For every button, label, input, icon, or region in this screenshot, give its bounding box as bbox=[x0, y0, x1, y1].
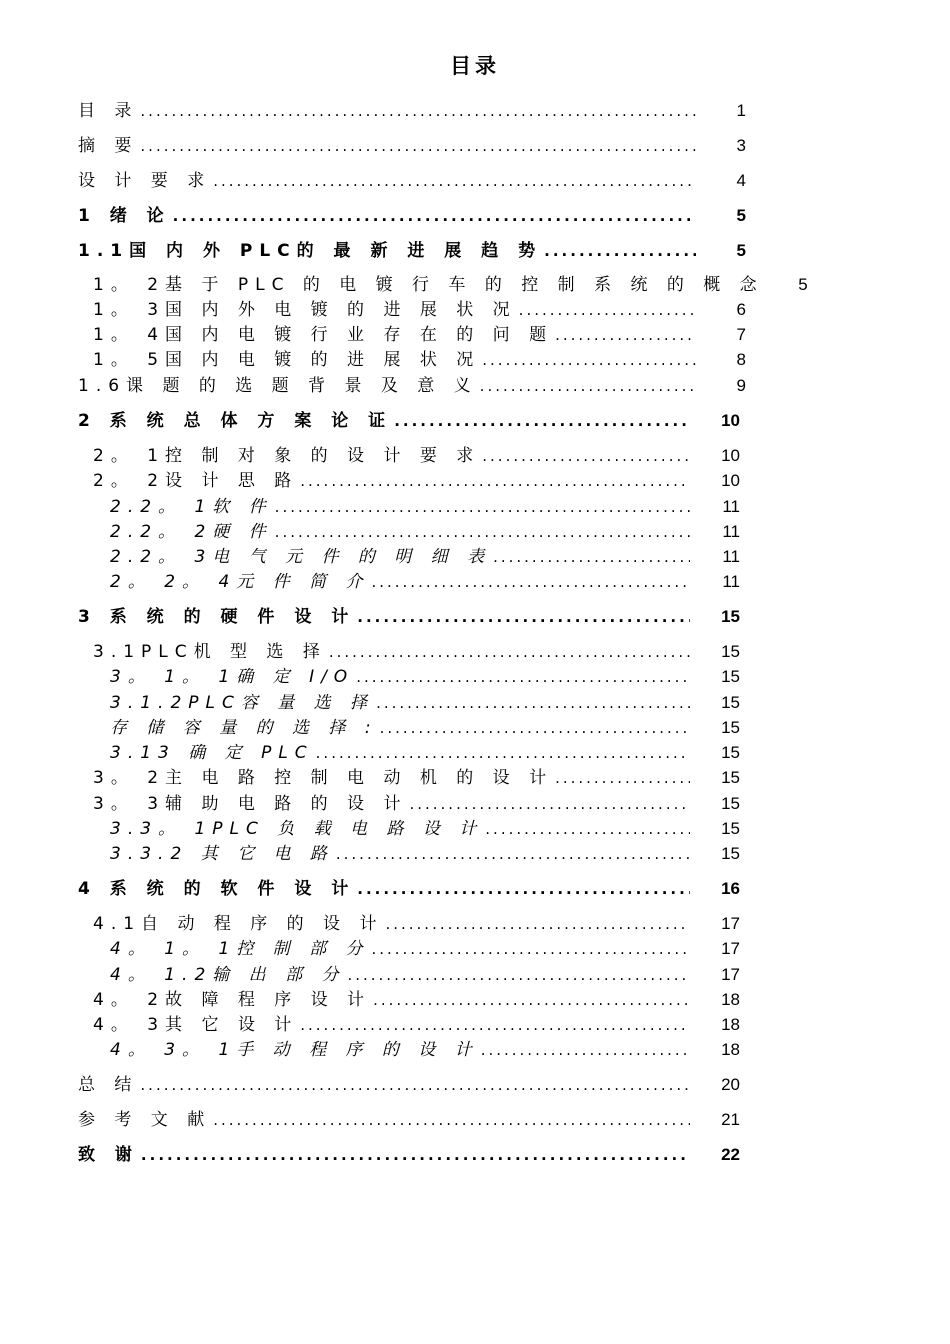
dot-leader bbox=[380, 717, 690, 739]
toc-entry bbox=[78, 1109, 740, 1131]
dot-leader bbox=[336, 843, 690, 865]
toc-entry-page: 11 bbox=[722, 547, 740, 566]
toc-entry-page: 5 bbox=[736, 206, 746, 225]
dot-leader bbox=[394, 410, 690, 432]
toc-entry-page: 15 bbox=[721, 844, 740, 863]
toc-entry-label: 参 考 文 献 bbox=[78, 1110, 212, 1130]
toc-entry-page: 5 bbox=[798, 275, 808, 294]
toc-entry-label: 1.6课 题 的 选 题 背 景 及 意 义 bbox=[78, 376, 478, 396]
toc-entry bbox=[78, 170, 746, 192]
toc-entry-label: 1。 3国 内 外 电 镀 的 进 展 状 况 bbox=[93, 300, 517, 320]
toc-entry-label: 4。 2故 障 程 序 设 计 bbox=[93, 990, 372, 1010]
toc-entry-page: 15 bbox=[721, 693, 740, 712]
dot-leader bbox=[347, 964, 690, 986]
dot-leader bbox=[140, 1074, 690, 1096]
toc-entry-label: 4.1自 动 程 序 的 设 计 bbox=[93, 914, 384, 934]
dot-leader bbox=[371, 938, 690, 960]
toc-entry bbox=[110, 843, 740, 865]
toc-entry bbox=[110, 717, 740, 739]
toc-entry-page: 21 bbox=[721, 1110, 740, 1129]
toc-entry bbox=[78, 205, 746, 227]
toc-entry-page: 5 bbox=[736, 241, 746, 260]
toc-entry bbox=[93, 913, 740, 935]
dot-leader bbox=[316, 742, 690, 764]
toc-entry-label: 2.2。 1软 件 bbox=[110, 497, 273, 517]
toc-entry-page: 10 bbox=[721, 471, 740, 490]
dot-leader bbox=[480, 375, 696, 397]
toc-entry-label: 设 计 要 求 bbox=[78, 171, 212, 191]
toc-entry bbox=[110, 1039, 740, 1061]
toc-entry-label: 1.1国 内 外 PLC的 最 新 进 展 趋 势 bbox=[78, 241, 543, 261]
toc-entry-page: 1 bbox=[736, 101, 746, 120]
dot-leader bbox=[544, 240, 696, 262]
toc-entry-page: 4 bbox=[736, 171, 746, 190]
dot-leader bbox=[385, 913, 690, 935]
dot-leader bbox=[213, 170, 696, 192]
toc-entry bbox=[93, 324, 746, 346]
toc-entry-page: 11 bbox=[722, 497, 740, 516]
toc-entry-label: 3.3。 1PLC 负 载 电 路 设 计 bbox=[110, 819, 484, 839]
toc-entry-page: 15 bbox=[721, 607, 740, 626]
dot-leader bbox=[275, 496, 690, 518]
toc-entry bbox=[78, 878, 740, 900]
toc-entry-page: 16 bbox=[721, 879, 740, 898]
dot-leader bbox=[409, 793, 690, 815]
toc-entry-page: 6 bbox=[736, 300, 746, 319]
dot-leader bbox=[482, 349, 696, 371]
toc-entry bbox=[110, 521, 740, 543]
dot-leader bbox=[373, 989, 690, 1011]
toc-entry-label: 3。 1。 1确 定 I/O bbox=[110, 667, 355, 687]
dot-leader bbox=[493, 546, 690, 568]
toc-entry bbox=[93, 349, 746, 371]
toc-entry-label: 1 绪 论 bbox=[78, 206, 171, 226]
dot-leader bbox=[371, 571, 690, 593]
toc-entry-page: 15 bbox=[721, 794, 740, 813]
dot-leader bbox=[141, 1144, 690, 1166]
toc-entry-label: 2。 2。 4元 件 简 介 bbox=[110, 572, 370, 592]
toc-entry-page: 17 bbox=[721, 939, 740, 958]
toc-entry-page: 15 bbox=[721, 667, 740, 686]
toc-entry-label: 3.13 确 定 PLC bbox=[110, 743, 314, 763]
toc-entry-page: 18 bbox=[721, 1015, 740, 1034]
dot-leader bbox=[519, 299, 696, 321]
toc-entry-page: 3 bbox=[736, 136, 746, 155]
toc-entry-label: 1。 4国 内 电 镀 行 业 存 在 的 问 题 bbox=[93, 325, 554, 345]
toc-entry-label: 4。 3其 它 设 计 bbox=[93, 1015, 299, 1035]
toc-entry bbox=[93, 299, 746, 321]
dot-leader bbox=[300, 1014, 690, 1036]
dot-leader bbox=[357, 606, 690, 628]
dot-leader bbox=[329, 641, 690, 663]
dot-leader bbox=[376, 692, 690, 714]
toc-entry bbox=[110, 666, 740, 688]
toc-entry-page: 15 bbox=[721, 768, 740, 787]
toc-entry-page: 9 bbox=[736, 376, 746, 395]
toc-entry bbox=[93, 445, 740, 467]
toc-entry bbox=[78, 606, 740, 628]
toc-entry bbox=[78, 100, 746, 122]
toc-entry-label: 2.2。 3电 气 元 件 的 明 细 表 bbox=[110, 547, 492, 567]
toc-entry-page: 7 bbox=[736, 325, 746, 344]
dot-leader bbox=[173, 205, 696, 227]
toc-entry-label: 3.1PLC机 型 选 择 bbox=[93, 642, 327, 662]
toc-entry-page: 18 bbox=[721, 990, 740, 1009]
toc-entry-page: 15 bbox=[721, 743, 740, 762]
dot-leader bbox=[213, 1109, 690, 1131]
toc-entry-page: 17 bbox=[721, 965, 740, 984]
toc-entry bbox=[110, 571, 740, 593]
toc-entry-label: 2.2。 2硬 件 bbox=[110, 522, 273, 542]
toc-entry-label: 2。 2设 计 思 路 bbox=[93, 471, 299, 491]
toc-entry bbox=[93, 470, 740, 492]
toc-entry-page: 11 bbox=[722, 572, 740, 591]
toc-entry-label: 摘 要 bbox=[78, 136, 139, 156]
toc-entry-page: 17 bbox=[721, 914, 740, 933]
toc-title: 目录 bbox=[450, 54, 500, 78]
toc-entry bbox=[110, 496, 740, 518]
toc-entry-page: 11 bbox=[722, 522, 740, 541]
dot-leader bbox=[300, 470, 690, 492]
toc-entry-label: 4。 1.2输 出 部 分 bbox=[110, 965, 346, 985]
toc-entry-page: 15 bbox=[721, 642, 740, 661]
dot-leader bbox=[140, 100, 696, 122]
toc-entry-label: 2。 1控 制 对 象 的 设 计 要 求 bbox=[93, 446, 481, 466]
dot-leader bbox=[275, 521, 690, 543]
toc-entry bbox=[78, 375, 746, 397]
toc-entry bbox=[78, 1074, 740, 1096]
toc-entry-label: 3。 2主 电 路 控 制 电 动 机 的 设 计 bbox=[93, 768, 554, 788]
toc-entry bbox=[93, 767, 740, 789]
dot-leader bbox=[555, 324, 696, 346]
toc-entry-label: 2 系 统 总 体 方 案 论 证 bbox=[78, 411, 393, 431]
dot-leader bbox=[555, 767, 690, 789]
dot-leader bbox=[482, 445, 690, 467]
toc-entry-label: 存 储 容 量 的 选 择 : bbox=[110, 718, 378, 738]
toc-entry bbox=[93, 989, 740, 1011]
dot-leader bbox=[357, 878, 690, 900]
toc-entry bbox=[93, 793, 740, 815]
toc-entry-page: 20 bbox=[721, 1075, 740, 1094]
toc-entry-page: 15 bbox=[721, 718, 740, 737]
toc-entry bbox=[78, 135, 746, 157]
toc-entry bbox=[110, 546, 740, 568]
toc-entry-label: 3 系 统 的 硬 件 设 计 bbox=[78, 607, 356, 627]
dot-leader bbox=[481, 1039, 690, 1061]
toc-entry bbox=[110, 818, 740, 840]
toc-entry bbox=[93, 274, 808, 296]
toc-entry-label: 3。 3辅 助 电 路 的 设 计 bbox=[93, 794, 408, 814]
toc-entry-label: 3.1.2PLC容 量 选 择 bbox=[110, 693, 375, 713]
toc-entry bbox=[110, 938, 740, 960]
toc-entry-page: 22 bbox=[721, 1145, 740, 1164]
toc-entry-label: 1。 5国 内 电 镀 的 进 展 状 况 bbox=[93, 350, 481, 370]
toc-entry-label: 4。 3。 1手 动 程 序 的 设 计 bbox=[110, 1040, 479, 1060]
toc-entry bbox=[110, 692, 740, 714]
toc-entry bbox=[78, 410, 740, 432]
toc-entry-label: 总 结 bbox=[78, 1075, 139, 1095]
toc-entry-page: 8 bbox=[736, 350, 746, 369]
toc-entry-page: 10 bbox=[721, 411, 740, 430]
toc-entry bbox=[78, 1144, 740, 1166]
toc-entry-label: 1。 2基 于 PLC 的 电 镀 行 车 的 控 制 系 统 的 概 念 bbox=[93, 275, 764, 295]
toc-entry bbox=[93, 1014, 740, 1036]
toc-entry-page: 10 bbox=[721, 446, 740, 465]
toc-entry bbox=[78, 240, 746, 262]
toc-entry bbox=[110, 964, 740, 986]
toc-entry-label: 4。 1。 1控 制 部 分 bbox=[110, 939, 370, 959]
toc-entry-page: 15 bbox=[721, 819, 740, 838]
dot-leader bbox=[356, 666, 690, 688]
toc-entry bbox=[93, 641, 740, 663]
dot-leader bbox=[140, 135, 696, 157]
toc-entry-label: 目 录 bbox=[78, 101, 139, 121]
dot-leader bbox=[485, 818, 690, 840]
toc-entry bbox=[110, 742, 740, 764]
toc-entry-label: 4 系 统 的 软 件 设 计 bbox=[78, 879, 356, 899]
toc-entry-label: 3.3.2 其 它 电 路 bbox=[110, 844, 334, 864]
toc-entry-page: 18 bbox=[721, 1040, 740, 1059]
toc-entry-label: 致 谢 bbox=[78, 1145, 139, 1165]
